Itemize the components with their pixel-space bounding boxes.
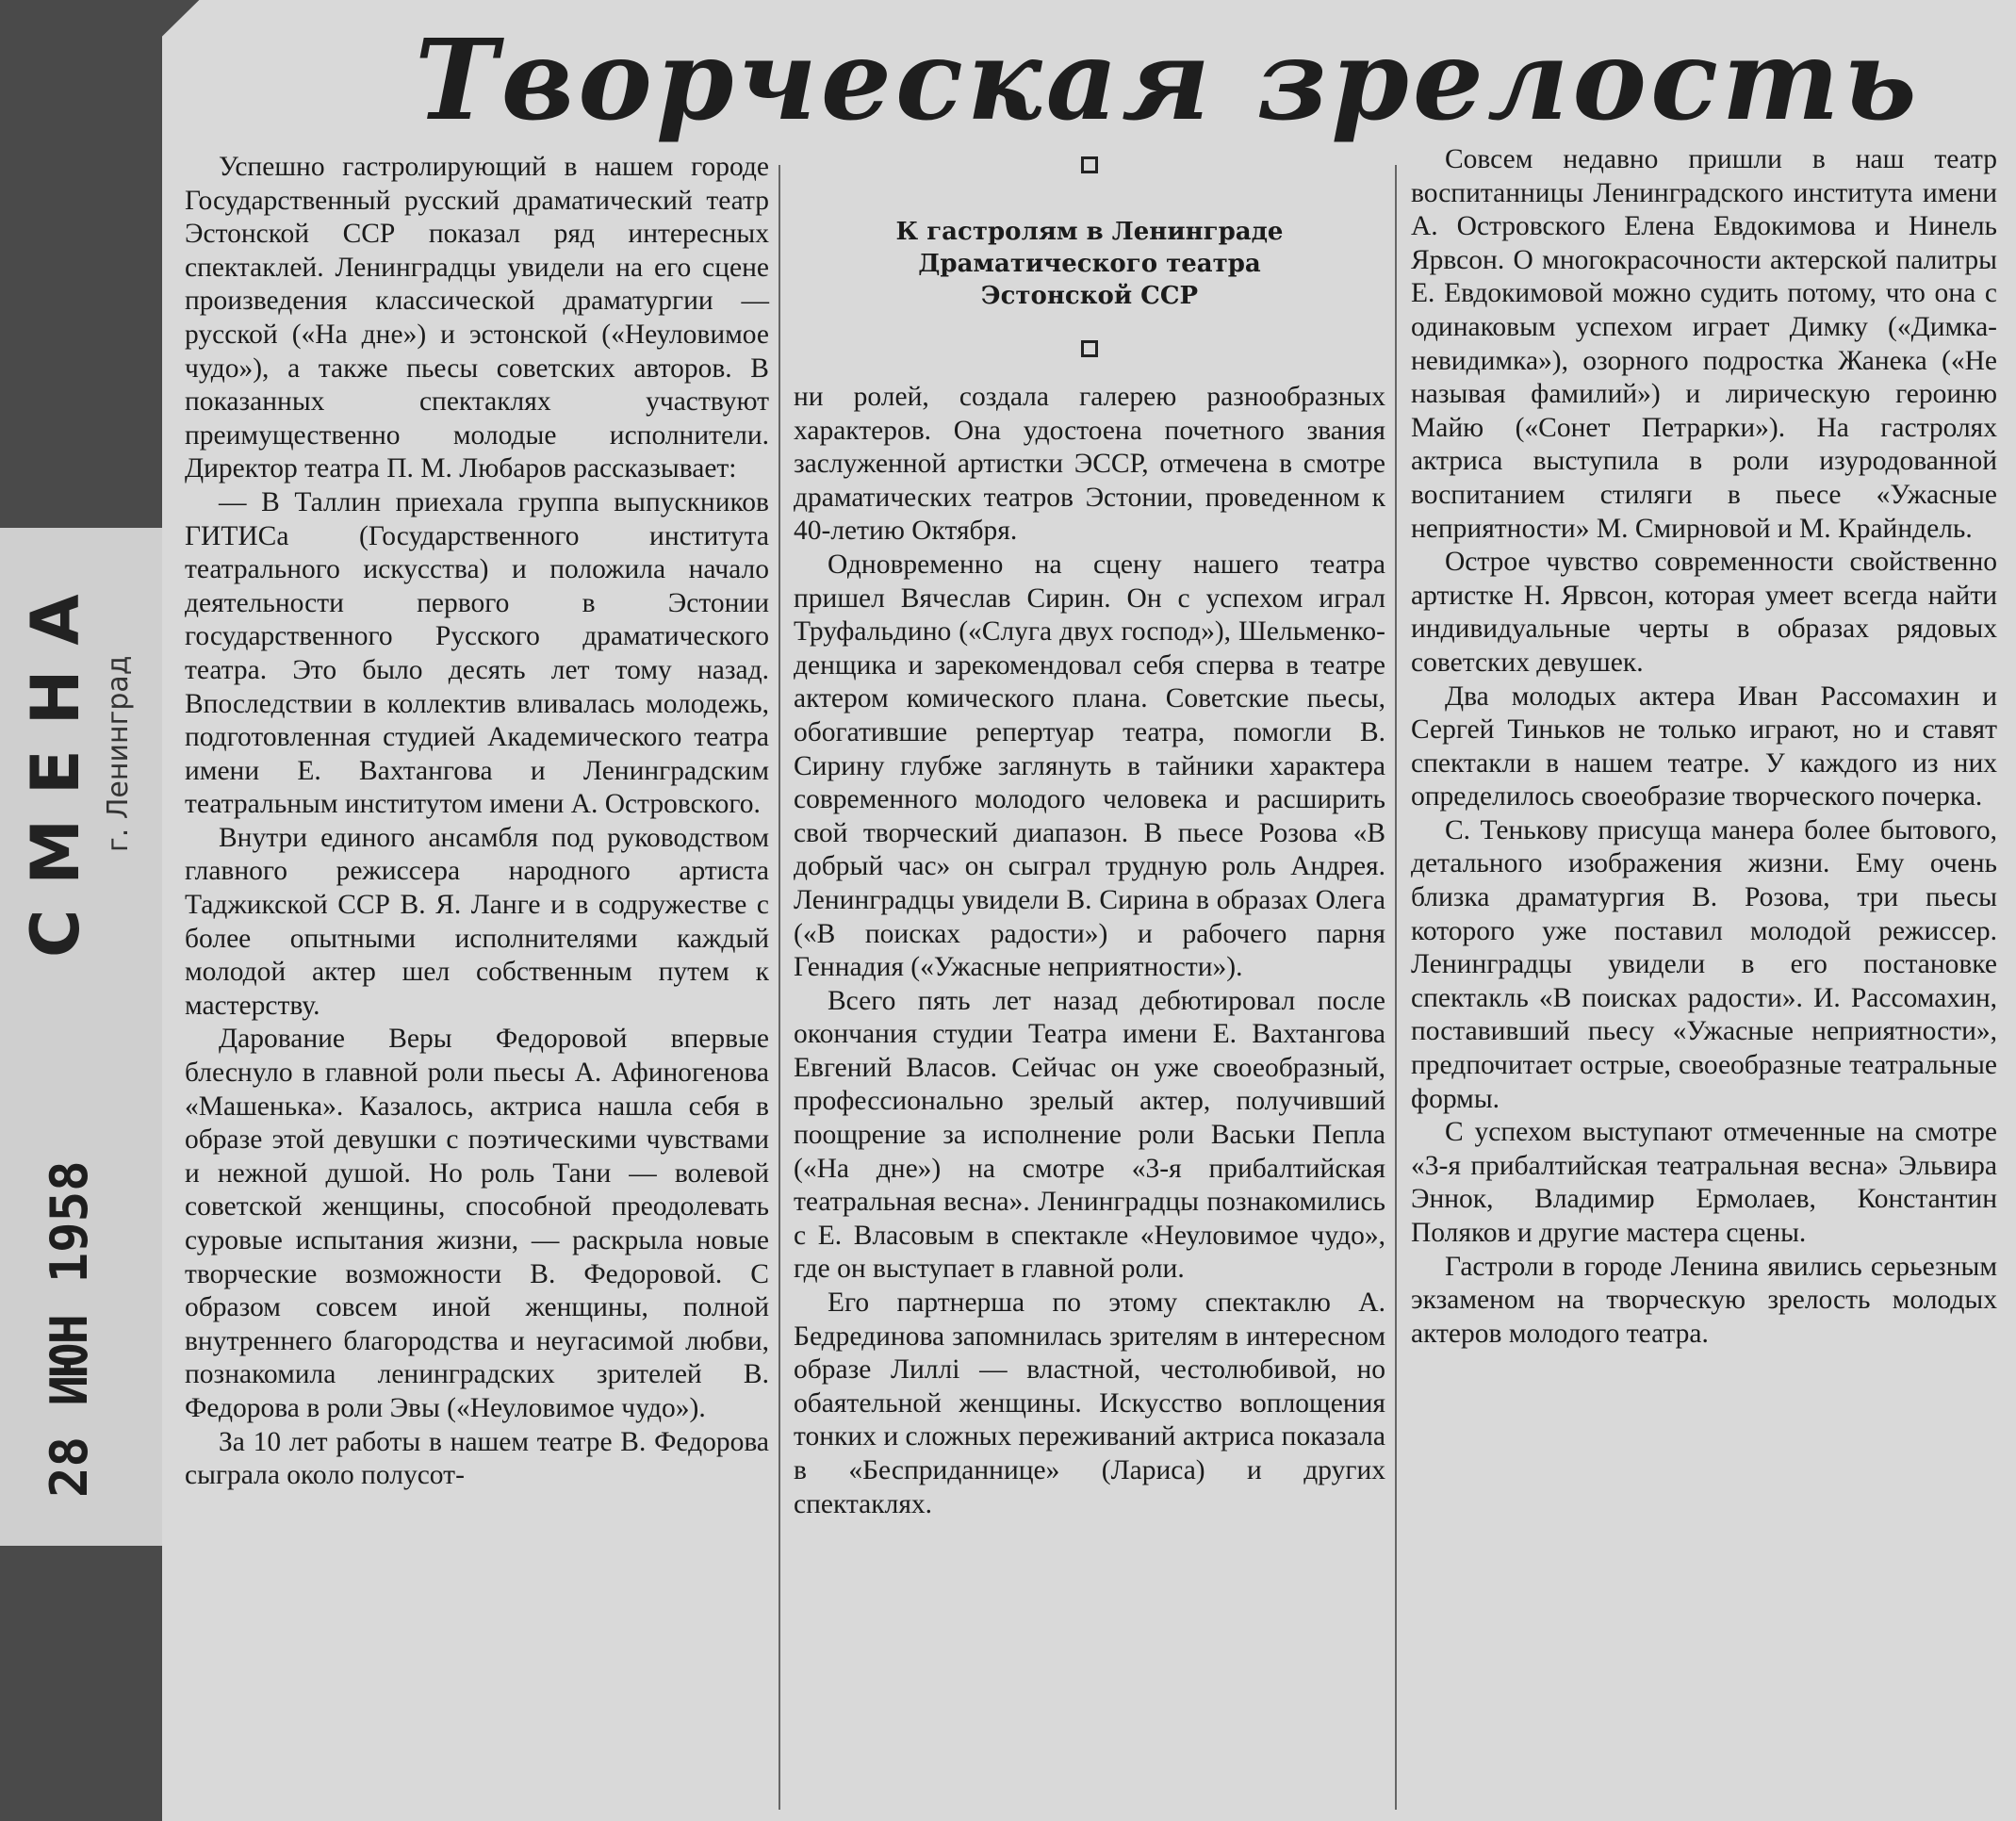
paragraph: С успехом выступают отмеченные на смотре «3-я прибалтийская театральная весна» Эльвира Эннок, Владимир Ермолаев, Константин Поляков и другие мастера сцены. — [1411, 1117, 1997, 1248]
article-column-2 — [794, 381, 1385, 1813]
paragraph: Совсем недавно пришли в наш театр воспитанницы Ленинградского института имени А. Островского Елена Евдокимова и Нинель Ярвсон. О многокрасочности актерской палитры Е. Евдокимовой можно судить потому, что она с одинаковым успехом играет Димку («Димка-невидимка»), озорного подростка Жанека («Не называя фамилий») и лирическую героиню Майю («Сонет Петрарки»). На гастролях актриса выступила в роли изуродованной воспитанием стиляги в пьесе «Ужасные неприятности» М. Смирновой и М. Крайндель. — [1411, 144, 1997, 544]
article-subhead: К гастролям в Ленинграде Драматического театра Эстонской ССР — [895, 218, 1284, 310]
paragraph: Одновременно на сцену нашего театра пришел Вячеслав Сирин. Он с успехом играл Труфальдино («Слуга двух господ»), Шельменко-денщика и зарекомендовал себя сперва в театре актером комического плана. Советские пьесы, обогатившие репертуар театра, помогли В. Сирину глубже заглянуть в тайники характера современного молодого человека и расширить свой творческий диапазон. В пьесе Розова «В добрый час» он сыграл трудную роль Андрея. Ленинградцы увидели В. Сирина в образах Олега («В поисках радости») и рабочего парня Геннадия («Ужасные неприятности»). — [794, 549, 1385, 983]
square-ornament-icon — [1081, 340, 1098, 357]
article-headline: Творческая зрелость — [415, 14, 1921, 145]
paragraph: Внутри единого ансамбля под руководством главного режиссера народного артиста Таджикской ССР В. Я. Ланге и в содружестве с более опытными исполнителями каждый молодой актер шел собственным путем к мастерству. — [185, 822, 769, 1021]
article-column-3 — [1411, 143, 1997, 1816]
stamp-masthead: СМЕНА — [17, 569, 94, 958]
column-divider — [779, 165, 780, 1810]
paragraph: Острое чувство современности свойственно артистке Н. Ярвсон, которая умеет всегда найти индивидуальные черты в образах рядовых советских девушек. — [1411, 547, 1997, 678]
paragraph: Дарование Веры Федоровой впервые блеснуло в главной роли пьесы А. Афиногенова «Машенька». Казалось, актриса нашла себя в образе этой девушки с поэтическими чувствами и нежной душой. Но роль Тани — волевой советской женщины, способной преодолевать суровые испытания жизни, — раскрыла новые творческие возможности В. Федоровой. С образом совсем иной женщины, полной внутреннего благородства и неугасимой любви, познакомила ленинградских зрителей В. Федорова в роли Эвы («Неуловимое чудо»). — [185, 1024, 769, 1423]
paragraph: За 10 лет работы в нашем театре В. Федорова сыграла около полусот- — [185, 1426, 769, 1491]
square-ornament-icon — [1081, 156, 1098, 173]
paragraph: Всего пять лет назад дебютировал после окончания студии Театра имени Е. Вахтангова Евгений Власов. Сейчас он уже своеобразный, профессионально зрелый актер, получивший поощрение за исполнение роли Васьки Пепла («На дне») на смотре «3-я прибалтийская театральная весна». Ленинградцы познакомились с Е. Власовым в спектакле «Неуловимое чудо», где он выступает в главной роли. — [794, 985, 1385, 1285]
paragraph: Гастроли в городе Ленина явились серьезным экзаменом на творческую зрелость молодых актеров молодого театра. — [1411, 1251, 1997, 1349]
paragraph: Два молодых актера Иван Рассомахин и Сергей Тиньков не только играют, но и ставят спектакли в нашем театре. У каждого из них определилось своеобразие творческого почерка. — [1411, 681, 1997, 812]
stamp-date: 28 ИЮН 1958 — [40, 1160, 99, 1498]
paragraph: Его партнерша по этому спектаклю А. Бедрединова запомнилась зрителям в интересном образе Лиллі — властной, честолюбивой, но обаятельной женщины. Искусство воплощения тонких и сложных переживаний актриса показала в «Бесприданнице» (Лариса) и других спектаклях. — [794, 1288, 1385, 1519]
paragraph: Успешно гастролирующий в нашем городе Государственный русский драматический театр Эстонской ССР показал ряд интересных спектаклей. Ленинградцы увидели на его сцене произведения классической драматургии — русской («На дне») и эстонской («Неуловимое чудо»), а также пьесы советских авторов. В показанных спектаклях участвуют преимущественно молодые исполнители. Директор театра П. М. Любаров рассказывает: — [185, 152, 769, 484]
paragraph: ни ролей, создала галерею разнообразных характеров. Она удостоена почетного звания заслуженной артистки ЭССР, отмечена в смотре драматических театров Эстонии, проведенном к 40-летию Октября. — [794, 382, 1385, 547]
subhead-block — [794, 151, 1385, 377]
column-divider — [1395, 165, 1397, 1810]
article-column-1 — [185, 151, 769, 1814]
paragraph: — В Таллин приехала группа выпускников ГИТИСа (Государственного института театрального искусства) и положила начало деятельности первого в Эстонии государственного Русского драматического театра. Это было десять лет тому назад. Впоследствии в коллектив вливалась молодежь, подготовленная студией Академического театра имени Е. Вахтангова и Ленинградским театральным институтом имени А. Островского. — [185, 486, 769, 820]
paragraph: С. Тенькову присуща манера более бытового, детального изображения жизни. Ему очень близка драматургия В. Розова, три пьесы которого уже поставил молодой режиссер. Ленинградцы увидели в его постановке спектакль «В поисках радости». И. Рассомахин, поставивший пьесу «Ужасные неприятности», предпочитает острые, своеобразные театральные формы. — [1411, 814, 1997, 1114]
stamp-city: г. Ленинград — [102, 655, 135, 853]
